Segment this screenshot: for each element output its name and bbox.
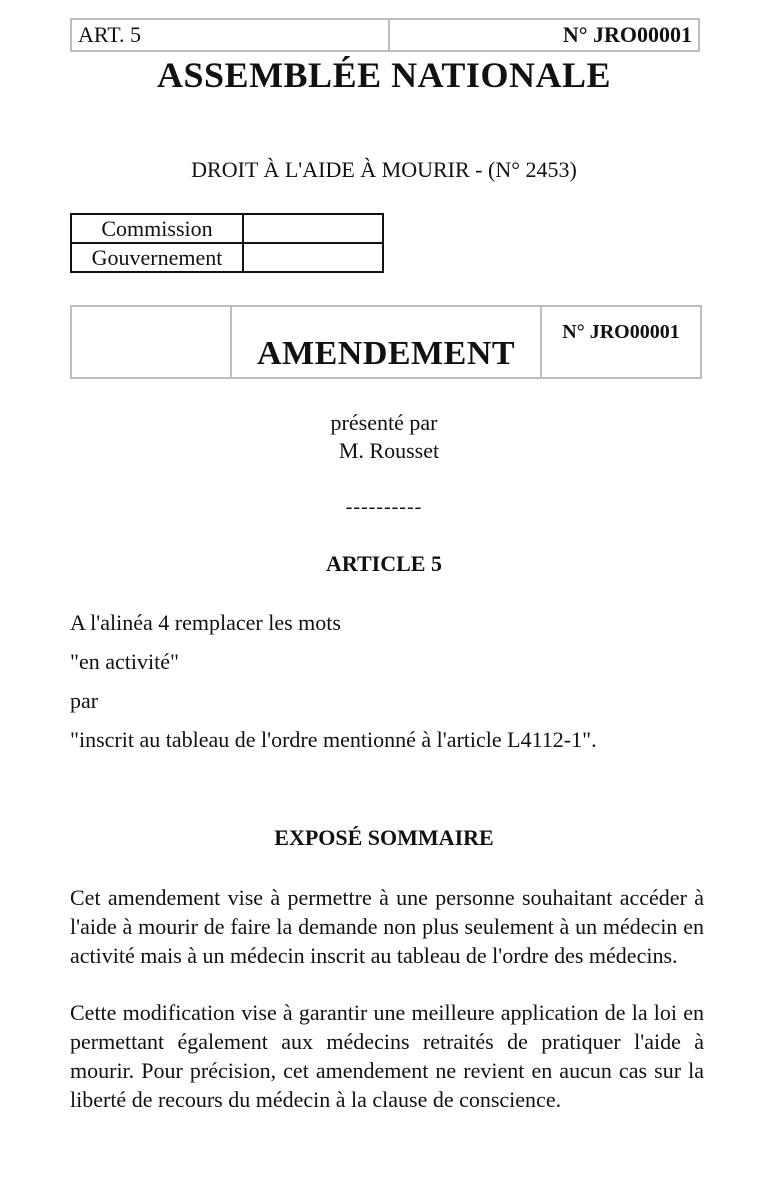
page-title: ASSEMBLÉE NATIONALE: [157, 55, 611, 95]
expose-body: [70, 883, 704, 1142]
presented-by-block: [0, 409, 768, 465]
article-heading: ARTICLE 5: [326, 551, 442, 576]
gouvernement-label: Gouvernement: [71, 243, 243, 272]
separator: ----------: [345, 496, 423, 518]
article-line: par: [70, 688, 99, 713]
amendment-box-empty-cell: [71, 306, 231, 378]
gouvernement-value: [243, 243, 383, 272]
amendment-number-header: N° JRO00001: [389, 19, 699, 51]
article-body: [70, 609, 710, 765]
amendment-box: [70, 305, 702, 379]
author-name: M. Rousset: [338, 438, 440, 463]
amendment-title: AMENDEMENT: [231, 306, 541, 378]
article-line: "inscrit au tableau de l'ordre mentionné à l'article L4112-1".: [70, 727, 597, 752]
commission-value: [243, 214, 383, 243]
amendment-number: N° JRO00001: [541, 306, 701, 378]
article-ref: ART. 5: [71, 19, 389, 51]
presented-by-label: présenté par: [330, 410, 438, 435]
bill-title: DROIT À L'AIDE À MOURIR - (N° 2453): [191, 157, 577, 182]
article-line: "en activité": [70, 649, 179, 674]
header-table: [70, 18, 700, 52]
expose-heading: EXPOSÉ SOMMAIRE: [274, 825, 494, 850]
expose-paragraph: Cet amendement vise à permettre à une personne souhaitant accéder à l'aide à mourir de faire la demande non plus seulement à un médecin en activité mais à un médecin inscrit au tableau de l'ordre des médecins.: [70, 885, 704, 968]
commission-label: Commission: [71, 214, 243, 243]
expose-paragraph: Cette modification vise à garantir une meilleure application de la loi en permettant également aux médecins retraités de pratiquer l'aide à mourir. Pour précision, cet amendement ne revient en aucun cas sur la liberté de recours du médecin à la clause de conscience.: [70, 1000, 704, 1112]
article-line: A l'alinéa 4 remplacer les mots: [70, 610, 341, 635]
status-table: [70, 213, 384, 273]
